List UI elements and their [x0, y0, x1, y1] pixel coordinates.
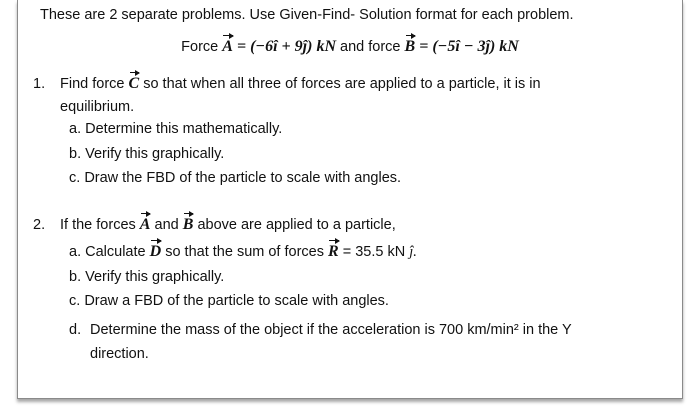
- problem-2-stem-post: above are applied to a particle,: [197, 217, 396, 233]
- vector-b: B: [182, 216, 194, 233]
- vector-a: A: [139, 216, 151, 233]
- vector-c: C: [128, 75, 140, 92]
- vector-b: B: [404, 38, 416, 55]
- item-letter: a.: [69, 121, 82, 137]
- item-letter: b.: [69, 269, 82, 285]
- problem-1-stem-line2: equilibrium.: [60, 99, 135, 115]
- item-text-post: = 35.5 kN: [342, 244, 406, 260]
- given-forces-line: [18, 38, 682, 56]
- problem-2: [33, 214, 663, 237]
- problem-1-stem: [33, 73, 663, 119]
- problem-1-number: 1.: [33, 76, 46, 92]
- item-letter: b.: [69, 146, 82, 162]
- item-text-line1: Determine the mass of the object if the acceleration is 700 km/min² in the Y: [90, 322, 572, 338]
- item-text: Verify this graphically.: [85, 269, 225, 285]
- force-label: Force: [181, 39, 219, 55]
- item-letter: a.: [69, 244, 82, 260]
- problem-2-number: 2.: [33, 217, 46, 233]
- problem-1-item-c: [69, 170, 401, 186]
- instructions-text: These are 2 separate problems. Use Given-Find- Solution format for each problem.: [40, 7, 574, 23]
- item-letter: c.: [69, 293, 81, 309]
- problem-2-stem-pre: If the forces: [60, 217, 136, 233]
- problem-1: [33, 73, 663, 119]
- problem-2-and: and: [154, 217, 179, 233]
- problem-1-stem-line1: so that when all three of forces are applied to a particle, it is in: [143, 76, 541, 92]
- problem-sheet: [17, 0, 683, 399]
- vector-a: A: [222, 38, 233, 55]
- unit-vector-j: ĵ.: [409, 244, 417, 260]
- problem-2-item-b: [69, 269, 224, 285]
- problem-2-item-a: [69, 244, 417, 261]
- item-text: Verify this graphically.: [85, 146, 225, 162]
- item-letter: c.: [69, 170, 81, 186]
- vector-r: R: [328, 243, 339, 260]
- item-text: Draw the FBD of the particle to scale with angles.: [84, 170, 402, 186]
- item-text: [69, 318, 669, 366]
- problem-2-item-d: [69, 318, 669, 366]
- problem-1-stem-pre: Find force: [60, 76, 125, 92]
- item-text-pre: Calculate: [85, 244, 146, 260]
- problem-2-stem: [33, 214, 663, 237]
- problem-1-item-b: [69, 146, 224, 162]
- item-text: Determine this mathematically.: [85, 121, 283, 137]
- item-text: Draw a FBD of the particle to scale with angles.: [84, 293, 389, 309]
- problem-1-item-a: [69, 121, 282, 137]
- force-a-value: = (−6î + 9ĵ) kN: [236, 38, 336, 55]
- item-letter: d.: [69, 322, 82, 338]
- item-text-line2: direction.: [90, 346, 149, 362]
- vector-d: D: [149, 243, 162, 260]
- item-text-mid: so that the sum of forces: [165, 244, 324, 260]
- problem-2-item-c: [69, 293, 389, 309]
- and-force-label: and force: [340, 39, 401, 55]
- force-b-value: = (−5î − 3ĵ) kN: [419, 38, 519, 55]
